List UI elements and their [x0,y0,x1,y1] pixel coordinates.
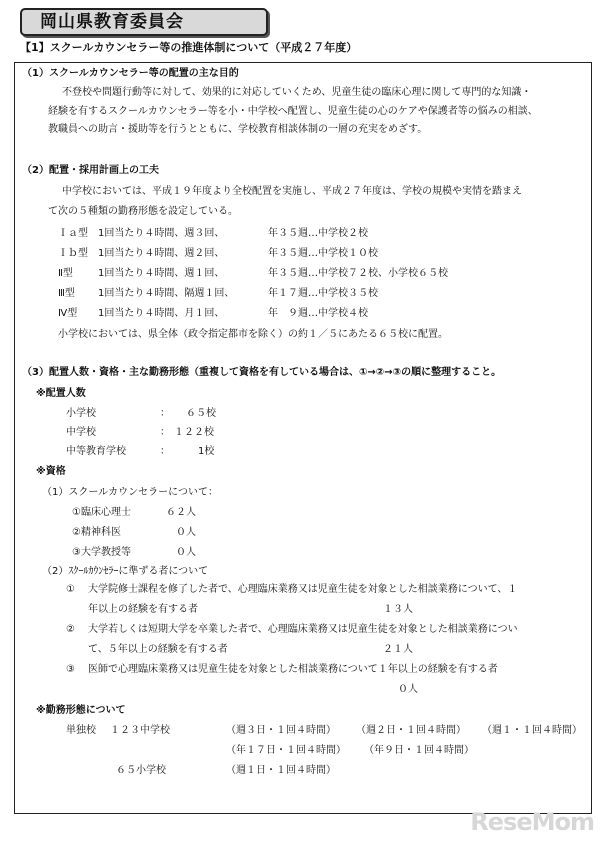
section3-title: （3）配置人数・資格・主な勤務形態（重複して資格を有している場合は、①→②→③の順に整理すること。 [22,367,502,378]
section1-line: 経験を有するスクールカウンセラー等を小・中学校へ配置し、児童生徒の心のケアや保護者等の悩みの相談、 [48,106,538,117]
staffing-label: 中等教育学校 [66,446,126,457]
work-pattern: （週１・１回４時間） [482,725,582,736]
sub2-item-text: て、５年以上の経験を有する者 [88,644,228,655]
section2-intro: て次の５種類の勤務形態を設定している。 [48,206,238,217]
work-pattern: （週３日・１回４時間） [226,725,336,736]
qualification-value: ６２人 [166,507,196,518]
type-name: Ⅱ型 [58,268,73,279]
type-weeks: 年３５週…中学校１０校 [268,248,378,259]
type-weeks: 年３５週…中学校２校 [268,228,368,239]
sub2-item-text: 大学若しくは短期大学を卒業した者で、心理臨床業務又は児童生徒を対象とした相談業務につい [88,624,518,635]
section1-line: 教職員への助言・援助等を行うとともに、学校教育相談体制の一層の充実をめざす。 [48,124,428,135]
staffing-value: 1校 [198,446,215,457]
section1-line: 不登校や問題行動等に対して、効果的に対応していくため、児童生徒の臨床心理に関して専門的な知識・ [62,87,532,98]
work-jhs: １２３中学校 [110,725,170,736]
section2-intro: 中学校においては、平成１９年度より全校配置を実施し、平成２７年度は、学校の規模や実情を踏まえ [62,186,522,197]
type-name: Ｉｂ型 [58,248,88,259]
work-pattern: （週２日・１回４時間） [356,725,466,736]
section2-note: 小学校においては、県全体（政令指定都市を除く）の約１／５にあたる６５校に配置。 [58,329,448,340]
staffing-value: ６５校 [186,408,216,419]
type-hours: 1回当たり４時間、週３回、 [98,228,225,239]
work-es: ６５小学校 [116,765,166,776]
staffing-sep: ： [160,427,170,438]
page-title: 岡山県教育委員会 [40,11,184,32]
staffing-sep: ： [160,408,170,419]
type-name: Ⅲ型 [58,288,75,299]
section1-title: （1）スクールカウンセラー等の配置の主な目的 [22,68,239,79]
resemom-logo [470,808,594,837]
type-weeks: 年 ９週…中学校４校 [268,308,368,319]
sub2-item-text: 年以上の経験を有する者 [88,604,198,615]
type-hours: 1回当たり４時間、隔週１回、 [98,288,235,299]
staffing-label: 中学校 [66,427,96,438]
qualification-label: ②精神科医 [72,527,121,538]
sub2-item-count: １３人 [383,604,413,615]
qualification-value: ０人 [176,527,196,538]
type-weeks: 年３５週…中学校７２校、小学校６５校 [268,268,448,279]
type-hours: 1回当たり４時間、週２回、 [98,248,225,259]
qualifications-sub1-title: （1）スクールカウンセラーについて： [42,487,218,498]
qualifications-title: ※資格 [36,466,66,477]
type-name: Ｉａ型 [58,228,88,239]
staffing-sep: ： [160,446,170,457]
work-pattern: （年９日・１回４時間） [364,745,474,756]
resemom-logo-text: ReseMom [470,808,594,837]
qualification-label: ③大学教授等 [72,547,131,558]
sub2-item-text: 医師で心理臨床業務又は児童生徒を対象とした相談業務について１年以上の経験を有する者 [88,664,498,675]
section-heading: 【1】スクールカウンセラー等の推進体制について（平成２７年度） [20,41,358,54]
type-name: Ⅳ型 [58,308,78,319]
work-pattern: （年１７日・１回４時間） [226,745,346,756]
work-school-label: 単独校 [66,725,96,736]
staffing-label: 小学校 [66,408,96,419]
staffing-title: ※配置人数 [36,388,86,399]
type-hours: 1回当たり４時間、月１回、 [98,308,225,319]
work-title: ※勤務形態について [36,705,126,716]
sub2-item-count: ０人 [398,684,418,695]
sub2-item-text: 大学院修士課程を修了した者で、心理臨床業務又は児童生徒を対象とした相談業務について、１ [88,584,518,595]
work-pattern: （週１日・１回４時間） [226,765,336,776]
sub2-item-num: ③ [66,664,75,675]
section2-title: （2）配置・採用計画上の工夫 [22,165,159,176]
sub2-item-num: ② [66,624,75,635]
sub2-item-num: ① [66,584,75,595]
page-title-box [20,8,268,36]
qualification-label: ①臨床心理士 [72,507,131,518]
type-hours: 1回当たり４時間、週１回、 [98,268,225,279]
sub2-item-count: ２１人 [383,644,413,655]
qualification-value: ０人 [176,547,196,558]
type-weeks: 年１７週…中学校３５校 [268,288,378,299]
qualifications-sub2-title: （2）ｽｸｰﾙｶｳﾝｾﾗｰに準ずる者について [42,566,209,577]
staffing-value: １２２校 [174,427,214,438]
